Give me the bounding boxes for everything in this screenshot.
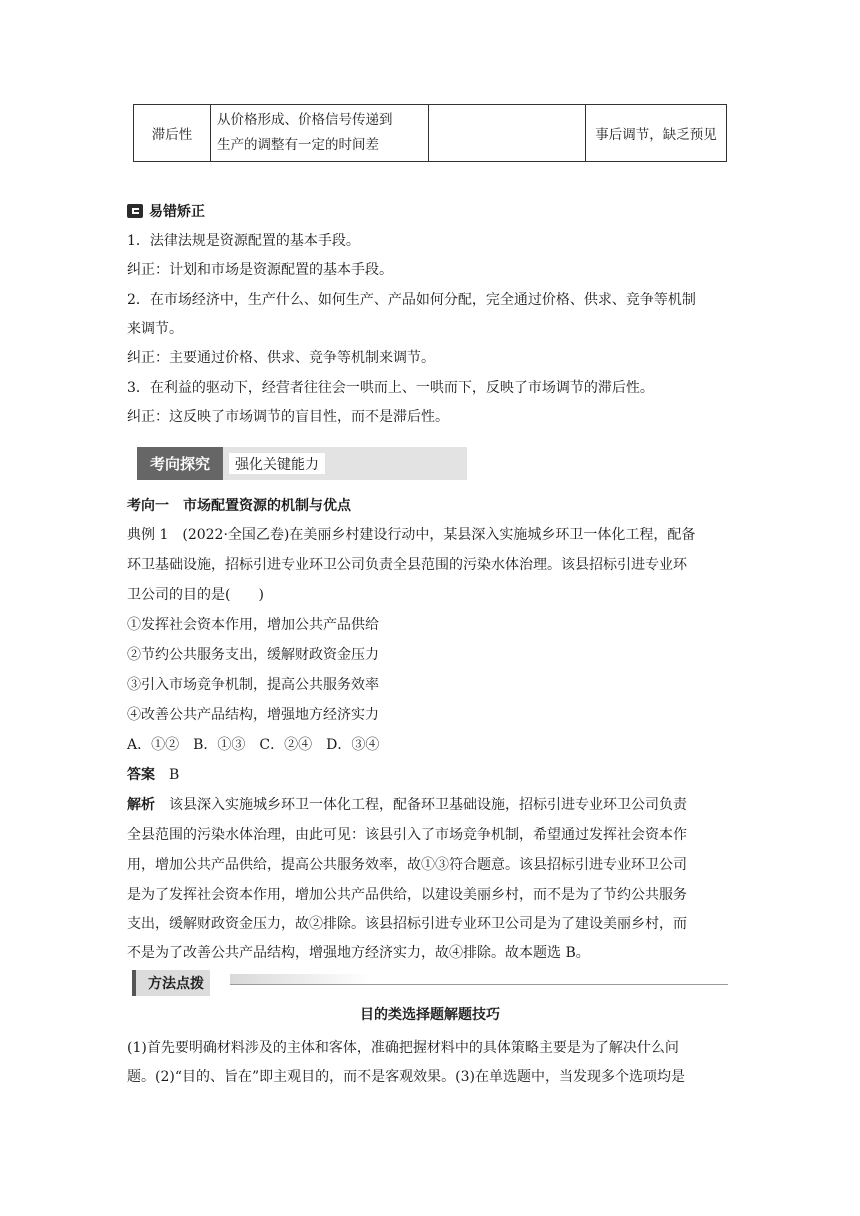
analysis-line: 是为了发挥社会资本作用，增加公共产品供给，以建设美丽乡村，而不是为了节约公共服务	[127, 887, 687, 903]
analysis-line	[127, 795, 687, 815]
option-item: ①发挥社会资本作用，增加公共产品供给	[127, 617, 379, 633]
error-line: 1．法律法规是资源配置的基本手段。	[127, 233, 360, 249]
method-bar	[132, 970, 728, 996]
section-banner	[137, 447, 467, 480]
answer-row	[127, 765, 179, 785]
banner-dark-label: 考向探究	[137, 447, 223, 480]
option-item: ②节约公共服务支出，缓解财政资金压力	[127, 647, 379, 663]
option-item: ④改善公共产品结构，增强地方经济实力	[127, 707, 379, 723]
table-cell-empty	[429, 105, 586, 162]
analysis-line: 支出，缓解财政资金压力，故②排除。该县招标引进专业环卫公司是为了建设美丽乡村，而	[127, 916, 687, 932]
table-desc-line: 生产的调整有一定的时间差	[217, 137, 379, 153]
example-line: 典例 1 (2022·全国乙卷)在美丽乡村建设行动中，某县深入实施城乡环卫一体化工程，配备	[127, 527, 696, 543]
table-cell-desc	[211, 105, 429, 162]
analysis-line: 不是为了改善公共产品结构，增强地方经济实力，故④排除。故本题选 B。	[127, 945, 590, 961]
analysis-label: 解析	[127, 797, 155, 813]
error-correction-title: 易错矫正	[149, 204, 205, 220]
method-bar-rule	[230, 984, 728, 985]
error-line: 纠正：计划和市场是资源配置的基本手段。	[127, 262, 393, 278]
error-correction-heading	[127, 202, 205, 220]
table-cell-name: 滞后性	[134, 105, 211, 162]
answer-label: 答案	[127, 767, 155, 783]
example-line: 卫公司的目的是( )	[127, 587, 264, 603]
error-line: 纠正：这反映了市场调节的盲目性，而不是滞后性。	[127, 409, 449, 425]
table-desc-line: 从价格形成、价格信号传递到	[217, 112, 393, 128]
error-line: 2．在市场经济中，生产什么、如何生产、产品如何分配，完全通过价格、供求、竞争等机制	[127, 292, 696, 308]
option-item: ③引入市场竞争机制，提高公共服务效率	[127, 677, 379, 693]
analysis-line: 用，增加公共产品供给，提高公共服务效率，故①③符合题意。该县招标引进专业环卫公司	[127, 857, 687, 873]
error-line: 纠正：主要通过价格、供求、竞争等机制来调节。	[127, 350, 435, 366]
error-line: 3．在利益的驱动下，经营者往往会一哄而上、一哄而下，反映了市场调节的滞后性。	[127, 380, 654, 396]
error-line: 来调节。	[127, 321, 183, 337]
method-title: 目的类选择题解题技巧	[360, 1007, 500, 1023]
method-label: 方法点拨	[132, 970, 210, 996]
table-row	[134, 105, 727, 162]
example-line: 环卫基础设施，招标引进专业环卫公司负责全县范围的污染水体治理。该县招标引进专业环	[127, 557, 687, 573]
analysis-line: 全县范围的污染水体治理，由此可见：该县引入了市场竞争机制，希望通过发挥社会资本作	[127, 827, 687, 843]
method-line: (1)首先要明确材料涉及的主体和客体，准确把握材料中的具体策略主要是为了解决什么问	[127, 1040, 679, 1056]
method-bar-gradient	[230, 974, 370, 984]
method-line: 题。(2)“目的、旨在”即主观目的，而不是客观效果。(3)在单选题中，当发现多个选项均是	[127, 1069, 685, 1085]
feature-table	[133, 104, 727, 162]
answer-value: B	[169, 767, 180, 783]
choice-list: A．①② B．①③ C．②④ D．③④	[127, 737, 380, 753]
table-cell-note: 事后调节，缺乏预见	[586, 105, 727, 162]
analysis-text: 该县深入实施城乡环卫一体化工程，配备环卫基础设施，招标引进专业环卫公司负责	[169, 797, 687, 813]
direction-title: 考向一 市场配置资源的机制与优点	[127, 498, 351, 514]
section-marker-icon	[127, 204, 143, 218]
banner-light-label: 强化关键能力	[229, 453, 325, 474]
